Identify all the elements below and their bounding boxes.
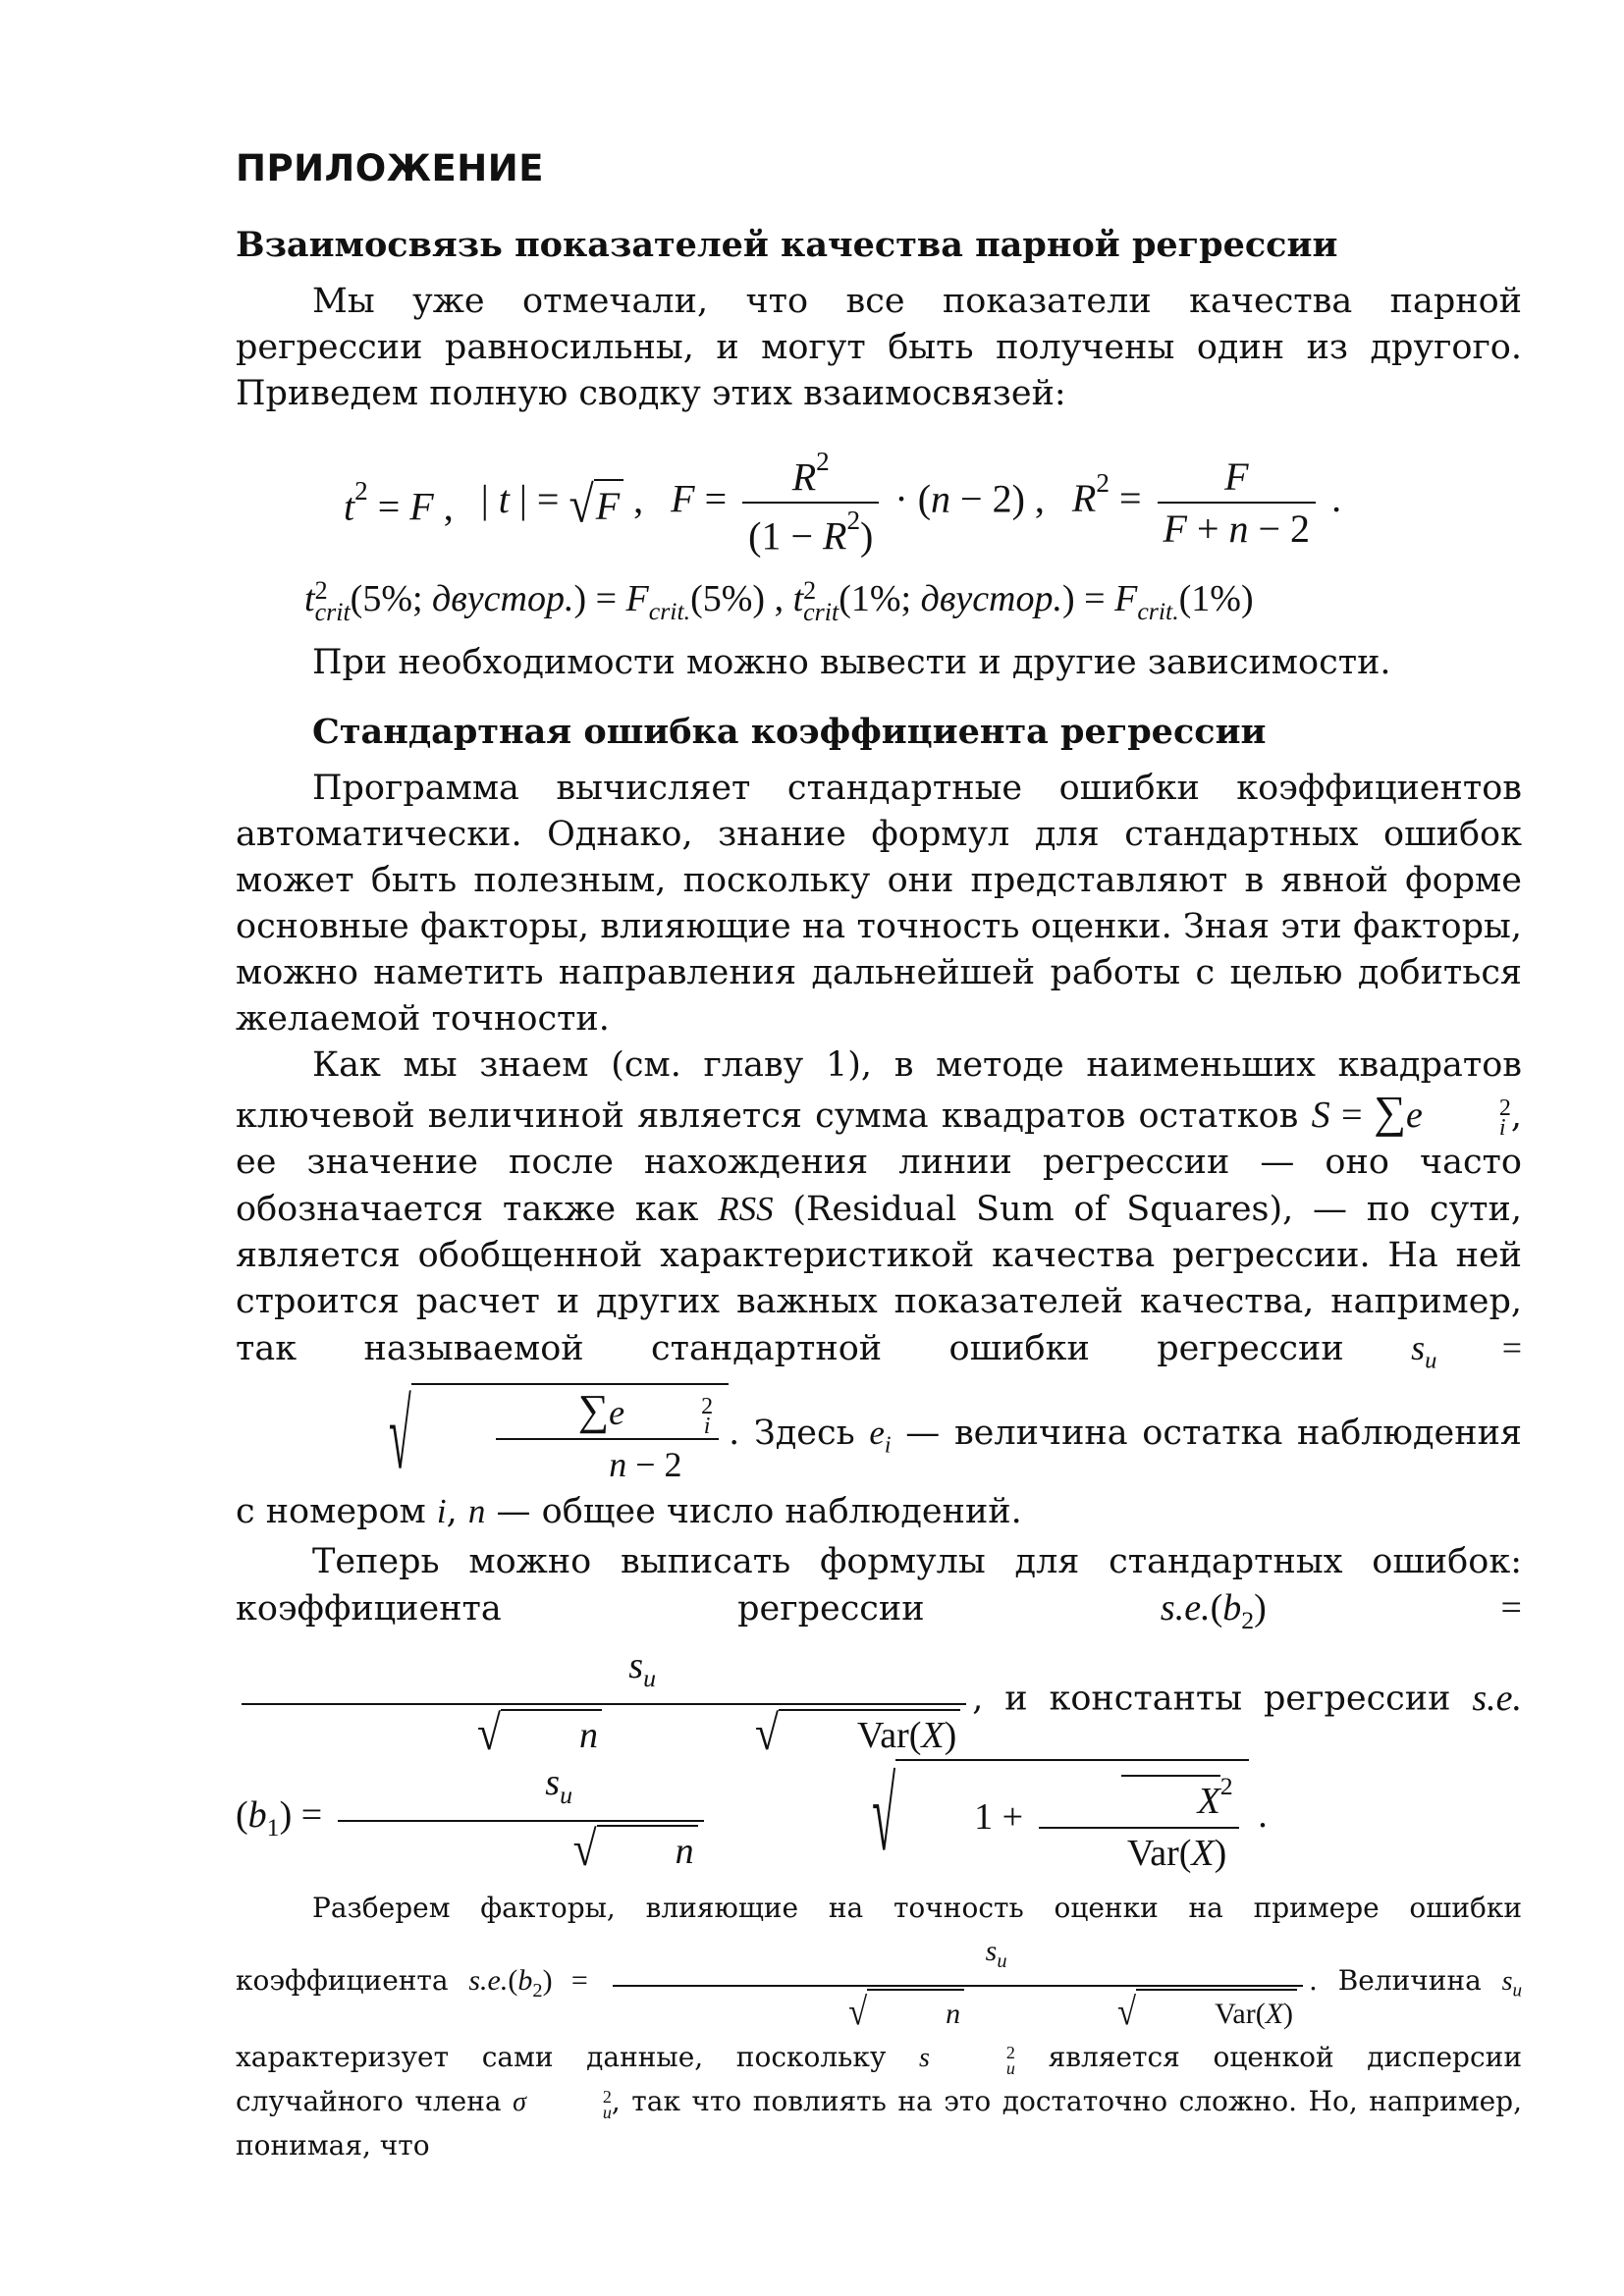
- section-title-relationships: Взаимосвязь показателей качества парной регрессии: [236, 225, 1338, 265]
- appendix-heading: ПРИЛОЖЕНИЕ: [236, 147, 545, 189]
- formula-se-b2: $s.e.(b_2)$ = $\frac{s_u}{\text{√ n √ Var(X)}}$: [236, 1587, 1522, 1718]
- formula-f-from-r2: F = $\frac{R^2}{(1 - R^2)}$ · (n − 2) ,: [671, 447, 1045, 559]
- paragraph-intro: Мы уже отмечали, что все показатели качества парной регрессии равносильны, и могут быть получены один из другого. Приведем полную сводку этих взаимосвязей:: [236, 282, 1522, 413]
- formula-relationships: [344, 447, 1522, 560]
- formula-r2-from-f: $R^2$ = $\frac{F}{F + n - 2}$ .: [1071, 454, 1342, 552]
- paragraph-least-squares: Как мы знаем (см. главу 1), в методе наименьших квадратов ключевой величиной является сумма квадратов остатков S = ∑e 2 i , ее значение после нахождения линии регрессии — оно часто обозначается также как RSS (Residual Sum of Squares), — по сути, является обобщенной характеристикой качества регрессии. На ней строится расчет и других важных показателей качества, например, так называемой стандартной ошибки регрессии $s_u$ = √ ∑e 2 i n − 2 . Здесь $e_i$ — величина остатка наблюдения с номером i, n — общее число наблюдений.: [236, 1044, 1522, 1532]
- formula-critical-values: t 2 crit (5%; двустор.) = $F_{crit.}(5\%)$ , t 2 crit (1%; двустор.) = $F_{crit.}(1\%)$: [304, 576, 1254, 627]
- page-content: [236, 147, 1522, 2167]
- formula-t-squared: $t^2 = F$ ,: [344, 476, 454, 529]
- paragraph-factors: Разберем факторы, влияющие на точность оценки на примере ошибки коэффициента $s.e.(b_2)$ = $\frac{s_u}{\text{√ n √ Var(X)}}$ . Величина $s_u$ характеризует сами данные, поскольку s 2 u является оценкой дисперсии случайного члена σ 2 u , так что повлиять на это достаточно сложно. Но, например, понимая, что: [236, 1891, 1522, 2163]
- paragraph-std-error-formulas: Теперь можно выписать формулы для стандартных ошибок: коэффициента регрессии $s.e.(b_2)$ = $\frac{s_u}{\text{√ n √ Var(X)}}$ , и константы регрессии $s.e.(b_1)$ = $\frac{s_u}{√ n}$ √ 1 + $\frac{X^2}{\text{Var(X)}}$ .: [236, 1542, 1522, 1877]
- paragraph-program-computes: Программа вычисляет стандартные ошибки коэффициентов автоматически. Однако, знание формул для стандартных ошибок может быть полезным, поскольку они представляют в явной форме основные факторы, влияющие на точность оценки. Зная эти факторы, можно наметить направления дальнейшей работы с целью добиться желаемой точности.: [236, 768, 1522, 1039]
- section-title-standard-error: Стандартная ошибка коэффициента регрессии: [312, 711, 1267, 752]
- formula-se-b2-small: $s.e.(b_2)$ = $\frac{s_u}{\text{√ n √ Var(X)}}$: [468, 1964, 1309, 1997]
- formula-se-b1: $s.e.(b_1)$ = $\frac{s_u}{√ n}$ √ 1 + $\frac{X^2}{\text{Var(X)}}$ .: [236, 1677, 1522, 1877]
- paragraph-other-dependencies: При необходимости можно вывести и другие зависимости.: [312, 642, 1391, 682]
- formula-abs-t: | t | = √F ,: [480, 475, 644, 533]
- formula-sum-of-squares: S = ∑e 2 i: [1311, 1086, 1511, 1142]
- formula-su: $s_u$ = √ ∑e 2 i n − 2: [389, 1327, 1522, 1489]
